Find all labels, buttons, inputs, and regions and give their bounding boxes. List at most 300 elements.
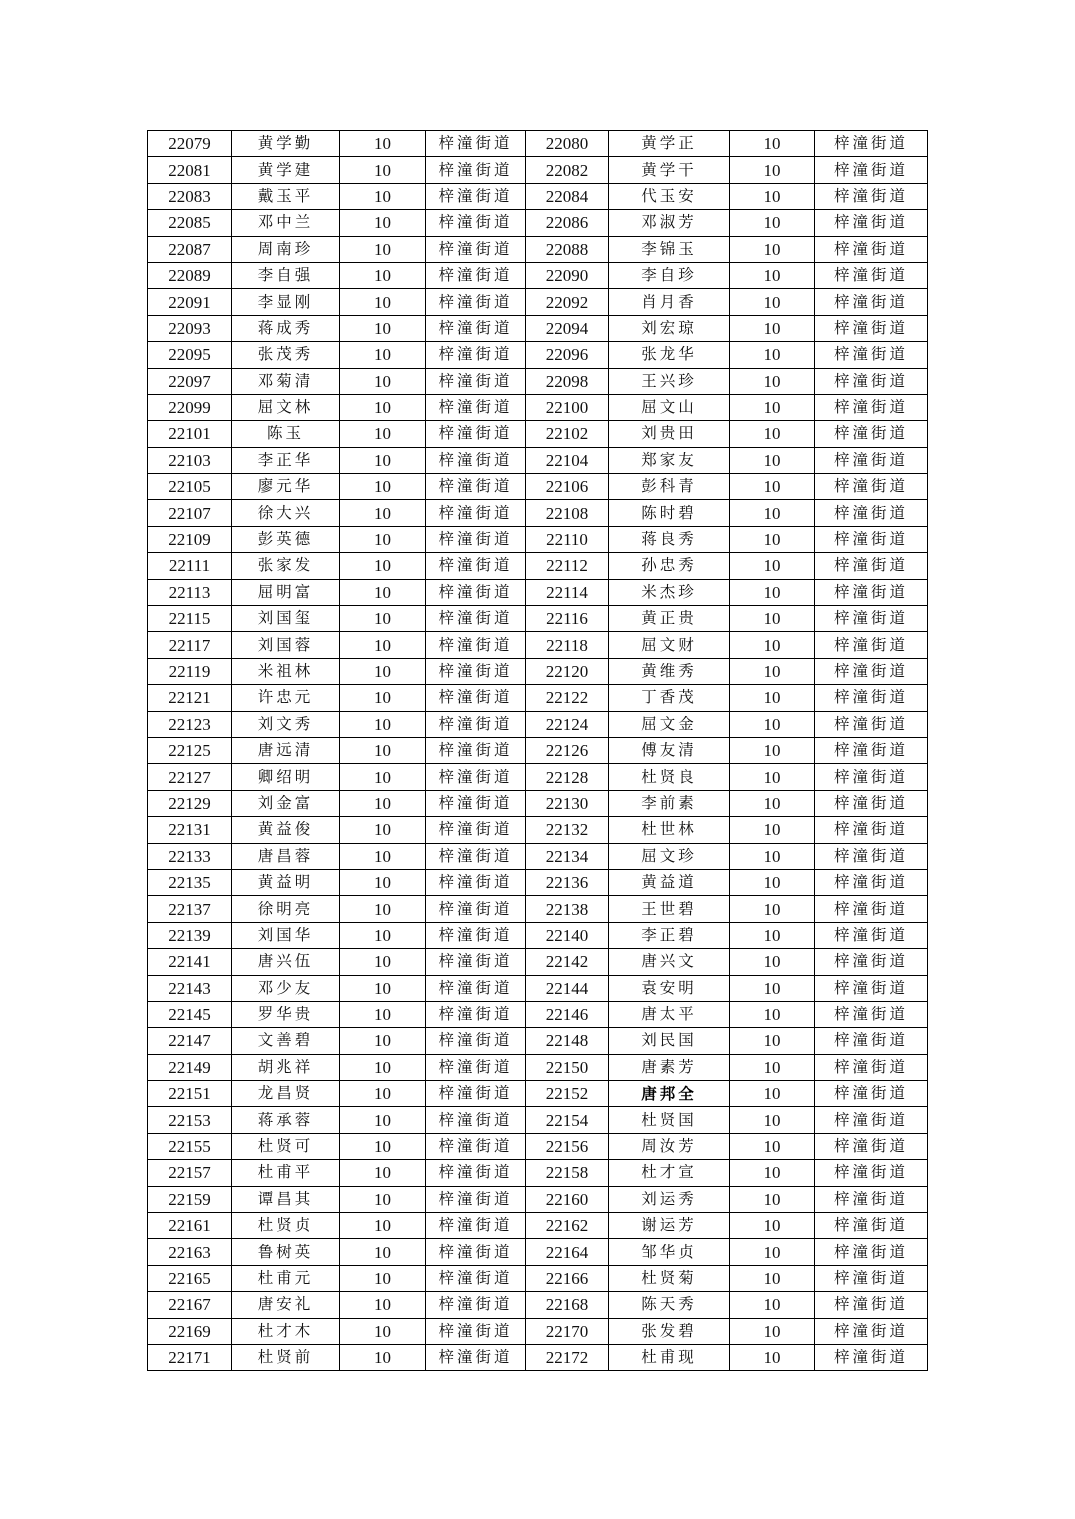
id-cell: 22134 bbox=[526, 843, 609, 869]
count-cell: 10 bbox=[340, 500, 426, 526]
id-cell: 22084 bbox=[526, 183, 609, 209]
count-cell: 10 bbox=[730, 236, 815, 262]
id-cell: 22079 bbox=[148, 131, 232, 157]
count-cell: 10 bbox=[340, 1001, 426, 1027]
id-cell: 22145 bbox=[148, 1001, 232, 1027]
district-cell: 梓潼街道 bbox=[815, 606, 928, 632]
count-cell: 10 bbox=[340, 1081, 426, 1107]
table-row bbox=[148, 1344, 928, 1370]
district-cell: 梓潼街道 bbox=[426, 342, 526, 368]
district-cell: 梓潼街道 bbox=[815, 289, 928, 315]
name-cell: 杜贤良 bbox=[609, 764, 730, 790]
district-cell: 梓潼街道 bbox=[815, 1160, 928, 1186]
count-cell: 10 bbox=[730, 1265, 815, 1291]
name-cell: 李前素 bbox=[609, 790, 730, 816]
name-cell: 杜甫现 bbox=[609, 1344, 730, 1370]
table-row bbox=[148, 236, 928, 262]
table-row bbox=[148, 922, 928, 948]
name-cell: 龙昌贤 bbox=[232, 1081, 340, 1107]
district-cell: 梓潼街道 bbox=[426, 447, 526, 473]
district-cell: 梓潼街道 bbox=[426, 606, 526, 632]
id-cell: 22099 bbox=[148, 394, 232, 420]
district-cell: 梓潼街道 bbox=[815, 157, 928, 183]
name-cell: 邓少友 bbox=[232, 975, 340, 1001]
id-cell: 22127 bbox=[148, 764, 232, 790]
district-cell: 梓潼街道 bbox=[426, 896, 526, 922]
district-cell: 梓潼街道 bbox=[815, 922, 928, 948]
count-cell: 10 bbox=[730, 1054, 815, 1080]
id-cell: 22170 bbox=[526, 1318, 609, 1344]
district-cell: 梓潼街道 bbox=[815, 210, 928, 236]
name-cell: 杜贤贞 bbox=[232, 1213, 340, 1239]
district-cell: 梓潼街道 bbox=[426, 315, 526, 341]
id-cell: 22118 bbox=[526, 632, 609, 658]
id-cell: 22168 bbox=[526, 1292, 609, 1318]
name-cell: 刘运秀 bbox=[609, 1186, 730, 1212]
name-cell: 黄学建 bbox=[232, 157, 340, 183]
count-cell: 10 bbox=[730, 553, 815, 579]
count-cell: 10 bbox=[730, 1186, 815, 1212]
count-cell: 10 bbox=[730, 131, 815, 157]
district-cell: 梓潼街道 bbox=[426, 790, 526, 816]
id-cell: 22129 bbox=[148, 790, 232, 816]
count-cell: 10 bbox=[340, 157, 426, 183]
id-cell: 22138 bbox=[526, 896, 609, 922]
count-cell: 10 bbox=[340, 1133, 426, 1159]
count-cell: 10 bbox=[730, 685, 815, 711]
count-cell: 10 bbox=[340, 315, 426, 341]
count-cell: 10 bbox=[730, 394, 815, 420]
name-cell: 陈时碧 bbox=[609, 500, 730, 526]
count-cell: 10 bbox=[730, 1081, 815, 1107]
count-cell: 10 bbox=[730, 606, 815, 632]
id-cell: 22103 bbox=[148, 447, 232, 473]
id-cell: 22136 bbox=[526, 869, 609, 895]
district-cell: 梓潼街道 bbox=[426, 632, 526, 658]
id-cell: 22150 bbox=[526, 1054, 609, 1080]
count-cell: 10 bbox=[340, 949, 426, 975]
name-cell: 肖月香 bbox=[609, 289, 730, 315]
count-cell: 10 bbox=[730, 1160, 815, 1186]
name-cell: 谢运芳 bbox=[609, 1213, 730, 1239]
name-cell: 杜贤可 bbox=[232, 1133, 340, 1159]
id-cell: 22160 bbox=[526, 1186, 609, 1212]
id-cell: 22108 bbox=[526, 500, 609, 526]
table-row bbox=[148, 685, 928, 711]
table-row bbox=[148, 315, 928, 341]
name-cell: 彭英德 bbox=[232, 526, 340, 552]
name-cell: 屈文金 bbox=[609, 711, 730, 737]
count-cell: 10 bbox=[340, 579, 426, 605]
name-cell: 屈文珍 bbox=[609, 843, 730, 869]
name-cell: 李自珍 bbox=[609, 262, 730, 288]
table-row bbox=[148, 896, 928, 922]
name-cell: 屈文林 bbox=[232, 394, 340, 420]
count-cell: 10 bbox=[730, 790, 815, 816]
district-cell: 梓潼街道 bbox=[815, 843, 928, 869]
name-cell: 唐兴伍 bbox=[232, 949, 340, 975]
id-cell: 22109 bbox=[148, 526, 232, 552]
id-cell: 22093 bbox=[148, 315, 232, 341]
id-cell: 22121 bbox=[148, 685, 232, 711]
district-cell: 梓潼街道 bbox=[426, 658, 526, 684]
district-cell: 梓潼街道 bbox=[815, 553, 928, 579]
table-row bbox=[148, 1292, 928, 1318]
count-cell: 10 bbox=[730, 262, 815, 288]
name-cell: 李正碧 bbox=[609, 922, 730, 948]
table-row bbox=[148, 1318, 928, 1344]
table-row bbox=[148, 1081, 928, 1107]
count-cell: 10 bbox=[730, 1107, 815, 1133]
table-row bbox=[148, 131, 928, 157]
name-cell: 孙忠秀 bbox=[609, 553, 730, 579]
id-cell: 22104 bbox=[526, 447, 609, 473]
table-row bbox=[148, 764, 928, 790]
id-cell: 22105 bbox=[148, 474, 232, 500]
district-cell: 梓潼街道 bbox=[426, 262, 526, 288]
district-cell: 梓潼街道 bbox=[815, 685, 928, 711]
count-cell: 10 bbox=[340, 896, 426, 922]
table-row bbox=[148, 210, 928, 236]
name-cell: 黄学正 bbox=[609, 131, 730, 157]
id-cell: 22096 bbox=[526, 342, 609, 368]
district-cell: 梓潼街道 bbox=[815, 1028, 928, 1054]
count-cell: 10 bbox=[730, 447, 815, 473]
count-cell: 10 bbox=[730, 1001, 815, 1027]
id-cell: 22100 bbox=[526, 394, 609, 420]
count-cell: 10 bbox=[340, 975, 426, 1001]
district-cell: 梓潼街道 bbox=[815, 1133, 928, 1159]
district-cell: 梓潼街道 bbox=[815, 500, 928, 526]
district-cell: 梓潼街道 bbox=[815, 764, 928, 790]
district-cell: 梓潼街道 bbox=[815, 1344, 928, 1370]
district-cell: 梓潼街道 bbox=[426, 1081, 526, 1107]
table-row bbox=[148, 790, 928, 816]
district-cell: 梓潼街道 bbox=[815, 474, 928, 500]
count-cell: 10 bbox=[730, 210, 815, 236]
count-cell: 10 bbox=[340, 368, 426, 394]
id-cell: 22122 bbox=[526, 685, 609, 711]
name-cell: 唐安礼 bbox=[232, 1292, 340, 1318]
count-cell: 10 bbox=[730, 421, 815, 447]
count-cell: 10 bbox=[340, 1292, 426, 1318]
id-cell: 22101 bbox=[148, 421, 232, 447]
name-cell: 蒋成秀 bbox=[232, 315, 340, 341]
district-cell: 梓潼街道 bbox=[815, 1001, 928, 1027]
count-cell: 10 bbox=[730, 1318, 815, 1344]
count-cell: 10 bbox=[340, 1239, 426, 1265]
district-cell: 梓潼街道 bbox=[815, 421, 928, 447]
count-cell: 10 bbox=[730, 1344, 815, 1370]
count-cell: 10 bbox=[340, 210, 426, 236]
district-cell: 梓潼街道 bbox=[426, 157, 526, 183]
id-cell: 22089 bbox=[148, 262, 232, 288]
district-cell: 梓潼街道 bbox=[815, 1318, 928, 1344]
id-cell: 22116 bbox=[526, 606, 609, 632]
district-cell: 梓潼街道 bbox=[426, 869, 526, 895]
id-cell: 22087 bbox=[148, 236, 232, 262]
name-cell: 李锦玉 bbox=[609, 236, 730, 262]
id-cell: 22090 bbox=[526, 262, 609, 288]
id-cell: 22146 bbox=[526, 1001, 609, 1027]
count-cell: 10 bbox=[340, 764, 426, 790]
id-cell: 22163 bbox=[148, 1239, 232, 1265]
id-cell: 22140 bbox=[526, 922, 609, 948]
name-cell: 杜甫平 bbox=[232, 1160, 340, 1186]
count-cell: 10 bbox=[730, 500, 815, 526]
district-cell: 梓潼街道 bbox=[815, 394, 928, 420]
id-cell: 22139 bbox=[148, 922, 232, 948]
name-cell: 杜才木 bbox=[232, 1318, 340, 1344]
count-cell: 10 bbox=[730, 896, 815, 922]
count-cell: 10 bbox=[340, 1107, 426, 1133]
table-row bbox=[148, 157, 928, 183]
id-cell: 22112 bbox=[526, 553, 609, 579]
district-cell: 梓潼街道 bbox=[426, 526, 526, 552]
district-cell: 梓潼街道 bbox=[815, 315, 928, 341]
district-cell: 梓潼街道 bbox=[426, 1133, 526, 1159]
district-cell: 梓潼街道 bbox=[815, 262, 928, 288]
table-row bbox=[148, 975, 928, 1001]
name-cell: 屈文财 bbox=[609, 632, 730, 658]
district-cell: 梓潼街道 bbox=[815, 949, 928, 975]
name-cell: 蒋良秀 bbox=[609, 526, 730, 552]
district-cell: 梓潼街道 bbox=[815, 1292, 928, 1318]
district-cell: 梓潼街道 bbox=[815, 1054, 928, 1080]
name-cell: 屈文山 bbox=[609, 394, 730, 420]
count-cell: 10 bbox=[730, 342, 815, 368]
name-cell: 罗华贵 bbox=[232, 1001, 340, 1027]
name-cell: 周南珍 bbox=[232, 236, 340, 262]
table-row bbox=[148, 579, 928, 605]
count-cell: 10 bbox=[340, 1054, 426, 1080]
count-cell: 10 bbox=[340, 236, 426, 262]
name-cell: 刘贵田 bbox=[609, 421, 730, 447]
district-cell: 梓潼街道 bbox=[426, 1344, 526, 1370]
district-cell: 梓潼街道 bbox=[815, 896, 928, 922]
name-cell: 戴玉平 bbox=[232, 183, 340, 209]
name-cell: 邓菊清 bbox=[232, 368, 340, 394]
name-cell: 唐邦全 bbox=[609, 1081, 730, 1107]
count-cell: 10 bbox=[730, 975, 815, 1001]
name-cell: 米杰珍 bbox=[609, 579, 730, 605]
district-cell: 梓潼街道 bbox=[815, 632, 928, 658]
id-cell: 22083 bbox=[148, 183, 232, 209]
id-cell: 22082 bbox=[526, 157, 609, 183]
name-cell: 黄学勤 bbox=[232, 131, 340, 157]
district-cell: 梓潼街道 bbox=[426, 949, 526, 975]
table-row bbox=[148, 368, 928, 394]
name-cell: 刘国蓉 bbox=[232, 632, 340, 658]
district-cell: 梓潼街道 bbox=[815, 447, 928, 473]
name-cell: 傅友清 bbox=[609, 737, 730, 763]
district-cell: 梓潼街道 bbox=[426, 368, 526, 394]
count-cell: 10 bbox=[340, 790, 426, 816]
name-cell: 卿绍明 bbox=[232, 764, 340, 790]
name-cell: 丁香茂 bbox=[609, 685, 730, 711]
table-row bbox=[148, 1186, 928, 1212]
count-cell: 10 bbox=[340, 737, 426, 763]
name-cell: 杜世林 bbox=[609, 817, 730, 843]
district-cell: 梓潼街道 bbox=[815, 183, 928, 209]
table-row bbox=[148, 289, 928, 315]
district-cell: 梓潼街道 bbox=[815, 579, 928, 605]
id-cell: 22164 bbox=[526, 1239, 609, 1265]
count-cell: 10 bbox=[340, 843, 426, 869]
district-cell: 梓潼街道 bbox=[426, 236, 526, 262]
name-cell: 廖元华 bbox=[232, 474, 340, 500]
district-cell: 梓潼街道 bbox=[426, 1265, 526, 1291]
id-cell: 22143 bbox=[148, 975, 232, 1001]
district-cell: 梓潼街道 bbox=[426, 1054, 526, 1080]
count-cell: 10 bbox=[730, 658, 815, 684]
count-cell: 10 bbox=[730, 579, 815, 605]
id-cell: 22092 bbox=[526, 289, 609, 315]
id-cell: 22106 bbox=[526, 474, 609, 500]
district-cell: 梓潼街道 bbox=[426, 1160, 526, 1186]
id-cell: 22158 bbox=[526, 1160, 609, 1186]
district-cell: 梓潼街道 bbox=[426, 394, 526, 420]
id-cell: 22132 bbox=[526, 817, 609, 843]
count-cell: 10 bbox=[730, 183, 815, 209]
name-cell: 王兴珍 bbox=[609, 368, 730, 394]
district-cell: 梓潼街道 bbox=[426, 764, 526, 790]
table-row bbox=[148, 1133, 928, 1159]
count-cell: 10 bbox=[340, 183, 426, 209]
count-cell: 10 bbox=[340, 289, 426, 315]
count-cell: 10 bbox=[730, 843, 815, 869]
district-cell: 梓潼街道 bbox=[426, 1213, 526, 1239]
district-cell: 梓潼街道 bbox=[426, 1001, 526, 1027]
district-cell: 梓潼街道 bbox=[815, 711, 928, 737]
name-cell: 黄益明 bbox=[232, 869, 340, 895]
table-row bbox=[148, 553, 928, 579]
count-cell: 10 bbox=[730, 1292, 815, 1318]
name-cell: 许忠元 bbox=[232, 685, 340, 711]
name-cell: 张家发 bbox=[232, 553, 340, 579]
id-cell: 22155 bbox=[148, 1133, 232, 1159]
id-cell: 22097 bbox=[148, 368, 232, 394]
id-cell: 22107 bbox=[148, 500, 232, 526]
roster-table bbox=[147, 130, 928, 1371]
name-cell: 刘宏琼 bbox=[609, 315, 730, 341]
name-cell: 陈玉 bbox=[232, 421, 340, 447]
id-cell: 22157 bbox=[148, 1160, 232, 1186]
name-cell: 唐远清 bbox=[232, 737, 340, 763]
table-row bbox=[148, 1160, 928, 1186]
name-cell: 代玉安 bbox=[609, 183, 730, 209]
name-cell: 刘文秀 bbox=[232, 711, 340, 737]
count-cell: 10 bbox=[730, 949, 815, 975]
table-row bbox=[148, 658, 928, 684]
table-row bbox=[148, 447, 928, 473]
district-cell: 梓潼街道 bbox=[426, 685, 526, 711]
table-row bbox=[148, 342, 928, 368]
district-cell: 梓潼街道 bbox=[426, 210, 526, 236]
district-cell: 梓潼街道 bbox=[426, 1239, 526, 1265]
name-cell: 文善碧 bbox=[232, 1028, 340, 1054]
id-cell: 22110 bbox=[526, 526, 609, 552]
id-cell: 22114 bbox=[526, 579, 609, 605]
id-cell: 22081 bbox=[148, 157, 232, 183]
id-cell: 22162 bbox=[526, 1213, 609, 1239]
count-cell: 10 bbox=[340, 342, 426, 368]
name-cell: 杜贤前 bbox=[232, 1344, 340, 1370]
id-cell: 22172 bbox=[526, 1344, 609, 1370]
count-cell: 10 bbox=[340, 817, 426, 843]
count-cell: 10 bbox=[340, 1186, 426, 1212]
count-cell: 10 bbox=[340, 1028, 426, 1054]
district-cell: 梓潼街道 bbox=[426, 1107, 526, 1133]
id-cell: 22167 bbox=[148, 1292, 232, 1318]
id-cell: 22119 bbox=[148, 658, 232, 684]
table-row bbox=[148, 1054, 928, 1080]
name-cell: 李自强 bbox=[232, 262, 340, 288]
id-cell: 22095 bbox=[148, 342, 232, 368]
count-cell: 10 bbox=[340, 553, 426, 579]
name-cell: 陈天秀 bbox=[609, 1292, 730, 1318]
id-cell: 22111 bbox=[148, 553, 232, 579]
table-row bbox=[148, 262, 928, 288]
count-cell: 10 bbox=[340, 131, 426, 157]
count-cell: 10 bbox=[730, 315, 815, 341]
count-cell: 10 bbox=[340, 1344, 426, 1370]
id-cell: 22131 bbox=[148, 817, 232, 843]
district-cell: 梓潼街道 bbox=[815, 1081, 928, 1107]
count-cell: 10 bbox=[340, 1318, 426, 1344]
district-cell: 梓潼街道 bbox=[815, 975, 928, 1001]
district-cell: 梓潼街道 bbox=[815, 658, 928, 684]
district-cell: 梓潼街道 bbox=[426, 421, 526, 447]
count-cell: 10 bbox=[340, 632, 426, 658]
district-cell: 梓潼街道 bbox=[426, 1028, 526, 1054]
id-cell: 22159 bbox=[148, 1186, 232, 1212]
name-cell: 刘国华 bbox=[232, 922, 340, 948]
count-cell: 10 bbox=[340, 474, 426, 500]
id-cell: 22094 bbox=[526, 315, 609, 341]
district-cell: 梓潼街道 bbox=[815, 869, 928, 895]
id-cell: 22137 bbox=[148, 896, 232, 922]
count-cell: 10 bbox=[730, 368, 815, 394]
name-cell: 黄正贵 bbox=[609, 606, 730, 632]
name-cell: 张龙华 bbox=[609, 342, 730, 368]
name-cell: 刘金富 bbox=[232, 790, 340, 816]
count-cell: 10 bbox=[730, 1133, 815, 1159]
district-cell: 梓潼街道 bbox=[815, 790, 928, 816]
name-cell: 胡兆祥 bbox=[232, 1054, 340, 1080]
id-cell: 22117 bbox=[148, 632, 232, 658]
name-cell: 唐太平 bbox=[609, 1001, 730, 1027]
name-cell: 谭昌其 bbox=[232, 1186, 340, 1212]
table-row bbox=[148, 421, 928, 447]
count-cell: 10 bbox=[340, 447, 426, 473]
count-cell: 10 bbox=[340, 1213, 426, 1239]
id-cell: 22153 bbox=[148, 1107, 232, 1133]
count-cell: 10 bbox=[730, 632, 815, 658]
district-cell: 梓潼街道 bbox=[426, 737, 526, 763]
count-cell: 10 bbox=[730, 764, 815, 790]
table-row bbox=[148, 869, 928, 895]
district-cell: 梓潼街道 bbox=[426, 922, 526, 948]
name-cell: 张发碧 bbox=[609, 1318, 730, 1344]
table-row bbox=[148, 1239, 928, 1265]
name-cell: 米祖林 bbox=[232, 658, 340, 684]
name-cell: 唐兴文 bbox=[609, 949, 730, 975]
count-cell: 10 bbox=[340, 922, 426, 948]
count-cell: 10 bbox=[730, 817, 815, 843]
id-cell: 22154 bbox=[526, 1107, 609, 1133]
count-cell: 10 bbox=[340, 869, 426, 895]
